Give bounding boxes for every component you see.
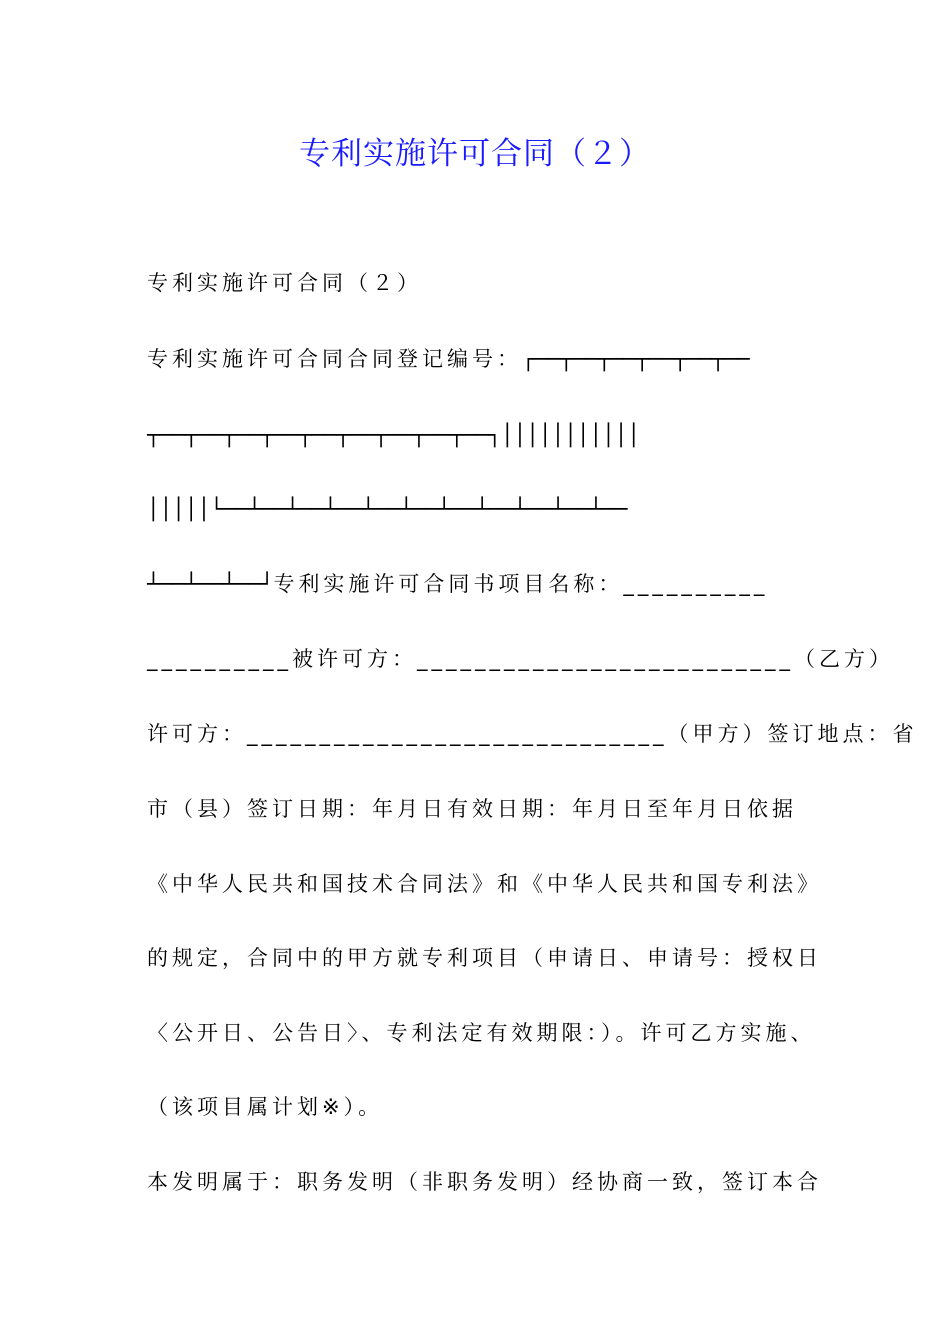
registration-box-row-2: │││││└──┴──┴──┴──┴──┴──┴──┴──┴──┴──┴── bbox=[147, 497, 628, 521]
body-line-subtitle: 专利实施许可合同（２） bbox=[147, 271, 422, 295]
registration-box-top: ┌──┬──┬──┬──┬──┬── bbox=[522, 347, 750, 371]
body-line-licensee: __________被许可方：__________________________（乙方） bbox=[147, 647, 894, 671]
registration-box-bottom: ┴──┴──┴──┘ bbox=[147, 572, 274, 596]
body-line-plan: （该项目属计划※）。 bbox=[147, 1095, 384, 1119]
body-line-invention: 本发明属于：职务发明（非职务发明）经协商一致，签订本合 bbox=[147, 1170, 822, 1194]
body-line-publication: 〈公开日、公告日〉、专利法定有效期限：）。许可乙方实施、 bbox=[147, 1021, 816, 1045]
body-line-project-name bbox=[147, 571, 768, 597]
document-title: 专利实施许可合同（２） bbox=[299, 136, 651, 172]
body-line-registration bbox=[147, 346, 750, 372]
project-name-label: 专利实施许可合同书项目名称：__________ bbox=[273, 572, 769, 596]
registration-label: 专利实施许可合同合同登记编号： bbox=[147, 347, 522, 371]
body-line-provisions: 的规定，合同中的甲方就专利项目（申请日、申请号：授权日 bbox=[147, 946, 822, 970]
body-line-licensor: 许可方：_____________________________（甲方）签订地点：省 bbox=[147, 722, 918, 746]
registration-box-row-1: ┬──┬──┬──┬──┬──┬──┬──┬──┬──┐│││││││││││ bbox=[147, 423, 641, 447]
body-line-laws: 《中华人民共和国技术合同法》和《中华人民共和国专利法》 bbox=[147, 872, 822, 896]
body-line-dates: 市（县）签订日期：年月日有效日期：年月日至年月日依据 bbox=[147, 797, 797, 821]
